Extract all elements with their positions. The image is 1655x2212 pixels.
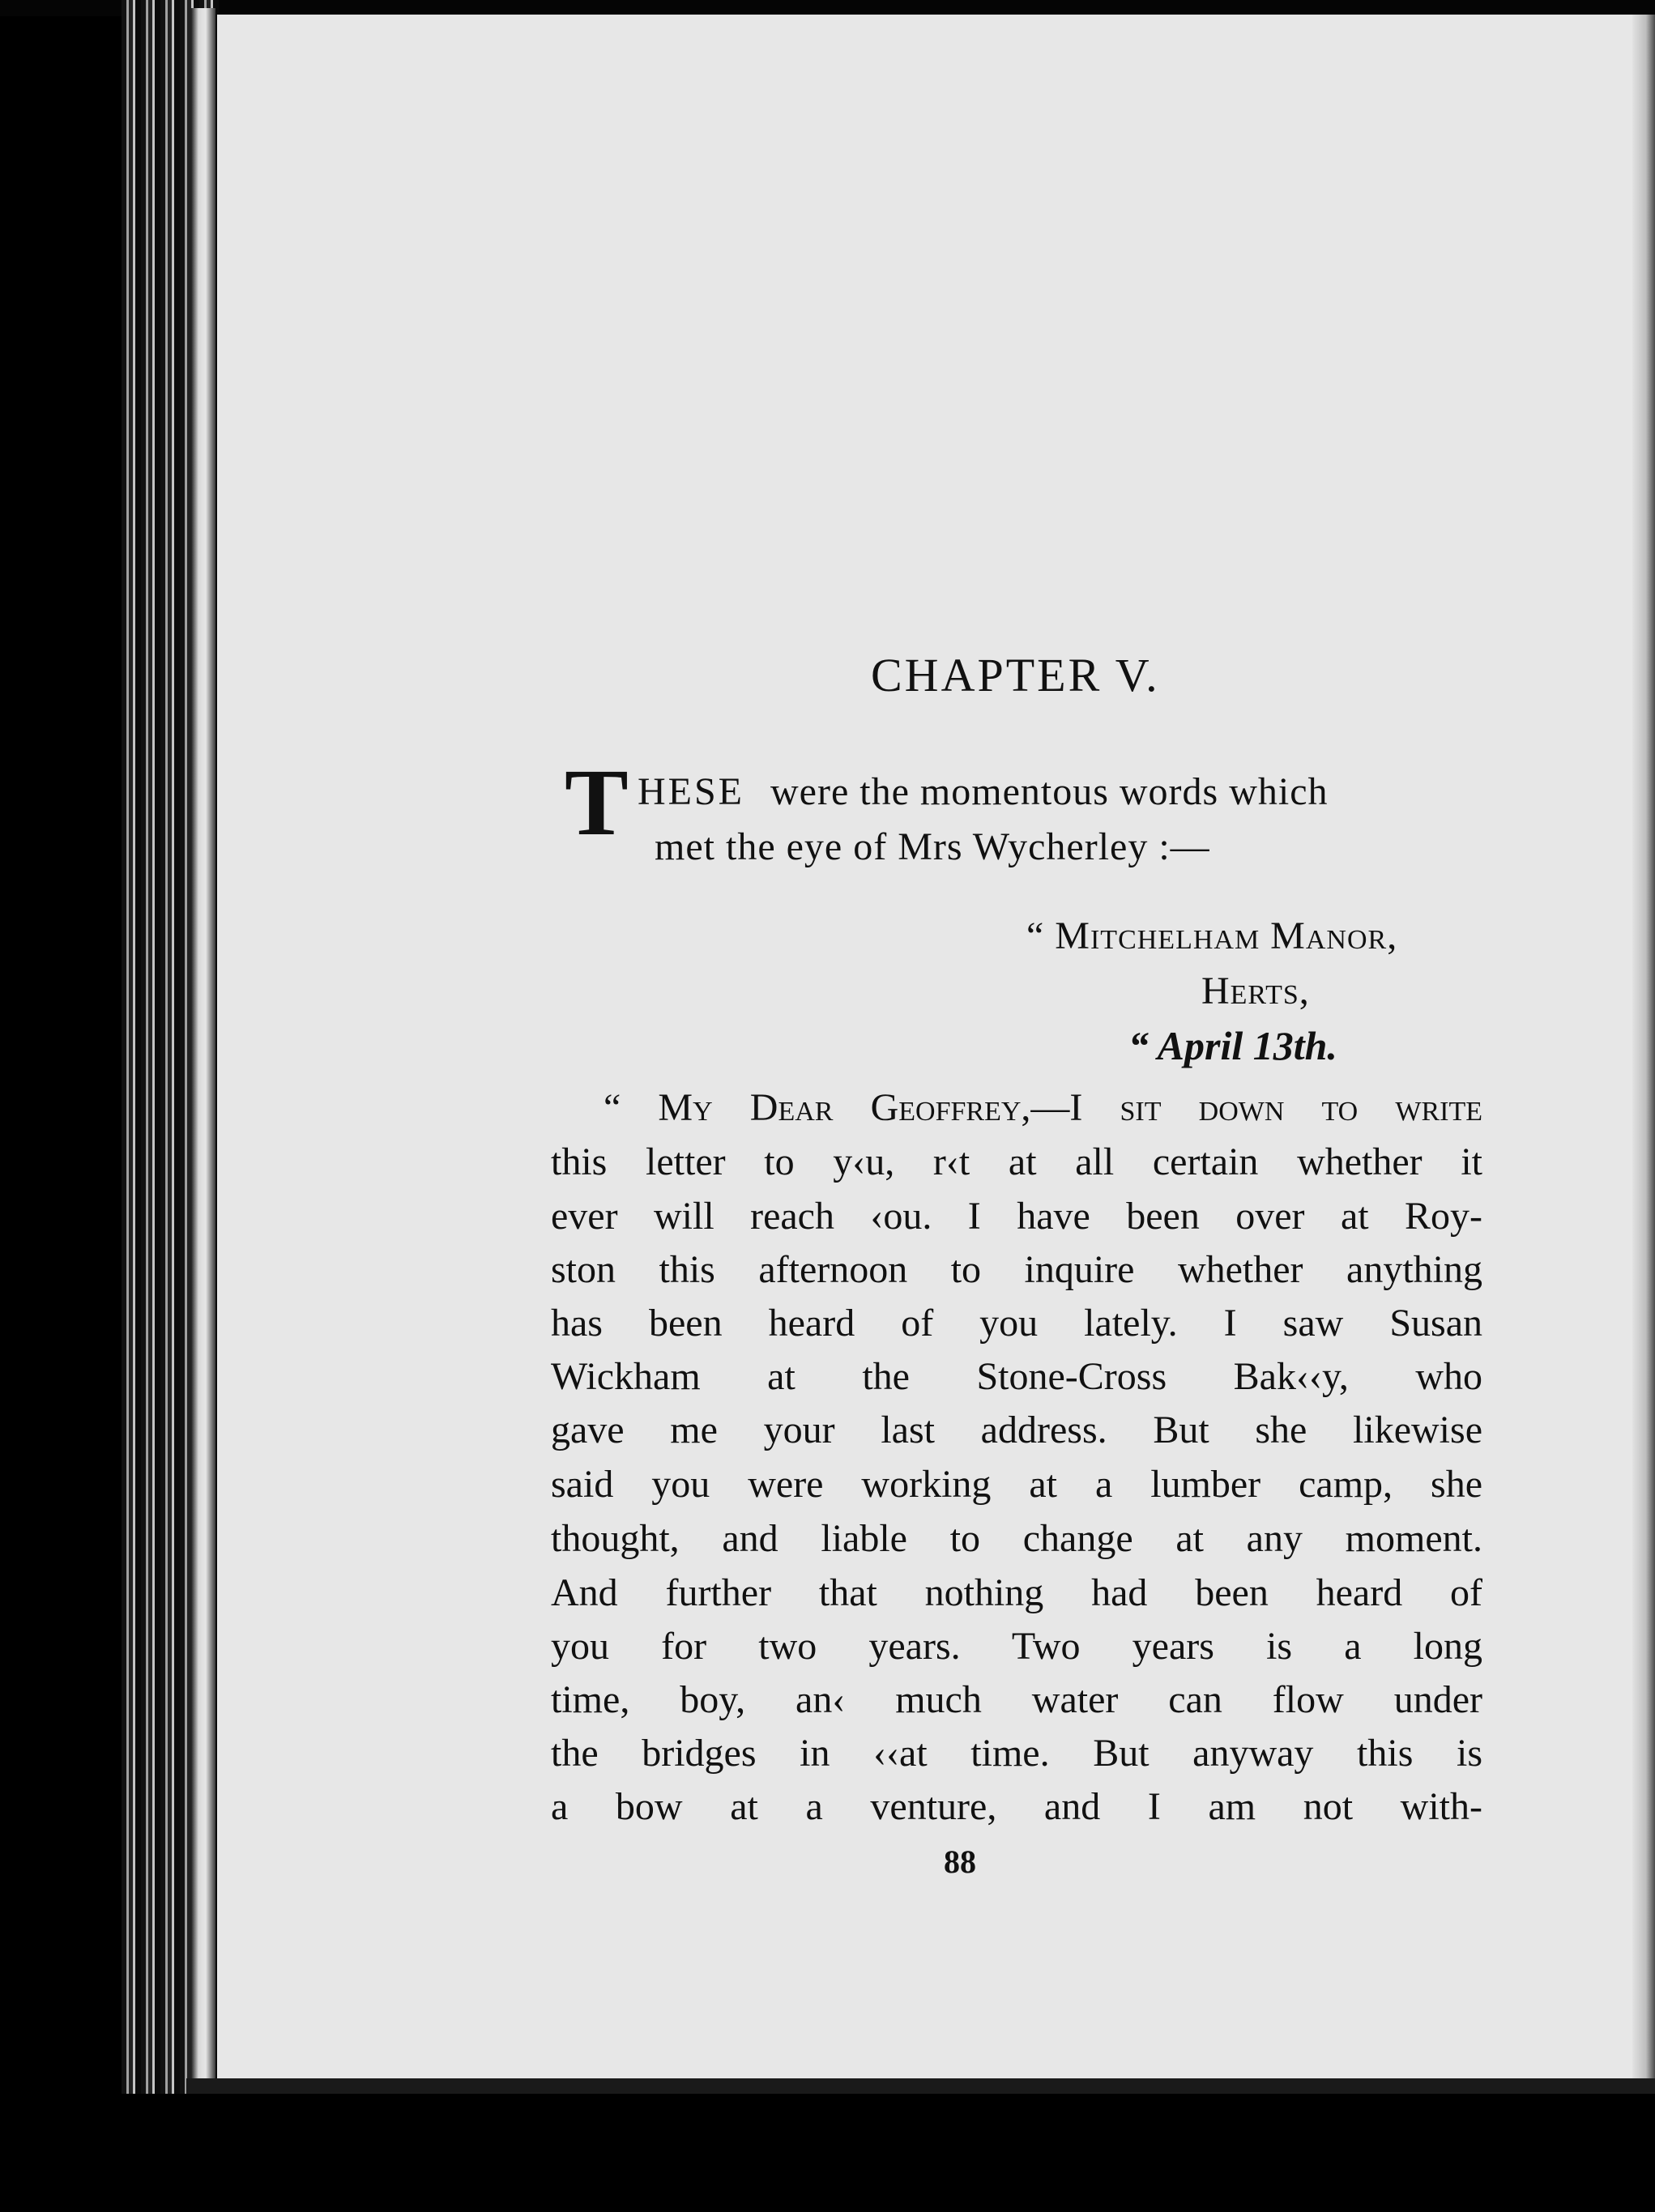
body-line-2: this letter to y‹u, r‹t at all certain whether it xyxy=(551,1140,1482,1183)
opening-caps: HESE xyxy=(638,770,744,813)
body-line-12: time, boy, an‹ much water can flow under xyxy=(551,1678,1482,1721)
chapter-title: CHAPTER V. xyxy=(871,649,1160,701)
opening-line-1 xyxy=(638,769,1329,814)
body-line-6: Wickham at the Stone-Cross Bak‹‹y, who xyxy=(551,1355,1482,1398)
body-line-9: thought, and liable to change at any moment. xyxy=(551,1517,1482,1560)
letter-address-manor: “ Mitchelham Manor, xyxy=(1026,914,1398,957)
body-line-14: a bow at a venture, and I am not with- xyxy=(551,1785,1482,1828)
drop-cap: T xyxy=(565,749,629,855)
letter-date: “ April 13th. xyxy=(1128,1023,1337,1068)
page-bottom-edge xyxy=(186,2078,1655,2095)
opening-line-2: met the eye of Mrs Wycherley :— xyxy=(655,825,1210,868)
scan-frame-top xyxy=(0,0,1655,16)
page-number: 88 xyxy=(944,1843,976,1880)
body-line-11: you for two years. Two years is a long xyxy=(551,1625,1482,1668)
body-line-3: ever will reach ‹ou. I have been over at Roy- xyxy=(551,1195,1482,1238)
body-line-13: the bridges in ‹‹at time. But anyway this is xyxy=(551,1732,1482,1775)
opening-line-1-text: were the momentous words which xyxy=(770,770,1329,813)
body-line-8: said you were working at a lumber camp, she xyxy=(551,1463,1482,1506)
book-page-edge xyxy=(191,8,215,2094)
body-line-10: And further that nothing had been heard of xyxy=(551,1571,1482,1614)
scan-frame-bottom xyxy=(0,2094,1655,2212)
body-line-7: gave me your last address. But she likewise xyxy=(551,1409,1482,1451)
book-right-edge xyxy=(1632,15,1655,2088)
body-line-4: ston this afternoon to inquire whether anything xyxy=(551,1248,1482,1291)
body-line-5: has been heard of you lately. I saw Susan xyxy=(551,1302,1482,1345)
body-line-1: “ My Dear Geoffrey,—I sit down to write xyxy=(604,1086,1482,1129)
letter-address-county: Herts, xyxy=(1201,970,1310,1012)
